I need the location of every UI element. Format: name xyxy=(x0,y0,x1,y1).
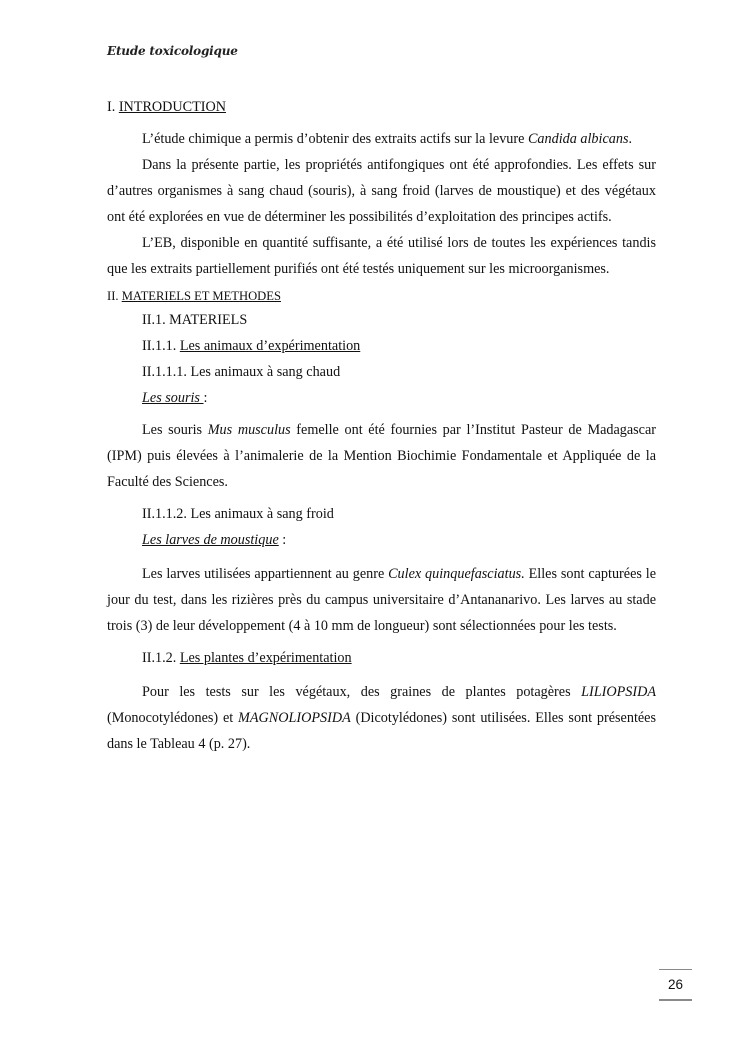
subheading-plantes: II.1.2. Les plantes d’expérimentation xyxy=(142,650,352,666)
page-body xyxy=(107,94,656,757)
paragraph-plantes: Pour les tests sur les végétaux, des graines de plantes potagères LILIOPSIDA (Monocotylédones) et MAGNOLIOPSIDA (Dicotylédones) sont utilisées. Elles sont présentées dans le Tableau 4 (p. 27). xyxy=(107,684,656,752)
section-heading-introduction: I. INTRODUCTION xyxy=(107,99,227,115)
paragraph-intro-2: Dans la présente partie, les propriétés antifongiques ont été approfondies. Les effets sur d’autres organismes à sang chaud (souris), à sang froid (larves de moustique) et des végétaux ont été explorées en vue de déterminer les possibilités d’exploitation des principes actifs. xyxy=(107,157,656,225)
section-title: MATERIELS ET METHODES xyxy=(121,289,281,303)
page-number: 26 xyxy=(659,969,692,1001)
paragraph-souris: Les souris Mus musculus femelle ont été fournies par l’Institut Pasteur de Madagascar (IPM) puis élevées à l’animalerie de la Mention Biochimie Fondamentale et Appliquée de la Faculté des Sciences. xyxy=(107,422,656,490)
paragraph-intro-1: L’étude chimique a permis d’obtenir des extraits actifs sur la levure Candida albicans. xyxy=(142,131,633,147)
subheading-animaux: II.1.1. Les animaux d’expérimentation xyxy=(142,338,361,354)
section-title: INTRODUCTION xyxy=(118,99,227,115)
species-name: Culex quinquefasciatus. xyxy=(388,566,525,582)
label-souris: Les souris : xyxy=(142,390,208,406)
plant-class-name: LILIOPSIDA xyxy=(581,684,656,700)
subheading-sang-froid: II.1.1.2. Les animaux à sang froid xyxy=(142,506,334,522)
plant-class-name: MAGNOLIOPSIDA xyxy=(238,710,351,726)
subheading-sang-chaud: II.1.1.1. Les animaux à sang chaud xyxy=(142,364,341,380)
running-header: Etude toxicologique xyxy=(107,44,238,58)
species-name: Candida albicans xyxy=(527,131,629,147)
label-larves: Les larves de moustique : xyxy=(142,532,287,548)
species-name: Mus musculus xyxy=(207,422,291,438)
paragraph-larves: Les larves utilisées appartiennent au genre Culex quinquefasciatus. Elles sont capturées le jour du test, dans les rizières près du campus universitaire d’Antananarivo. Les larves au stade trois (3) de leur développement (4 à 10 mm de longueur) sont sélectionnées pour les tests. xyxy=(107,566,656,634)
paragraph-intro-3: L’EB, disponible en quantité suffisante, a été utilisé lors de toutes les expériences tandis que les extraits partiellement purifiés ont été testés uniquement sur les microorganismes. xyxy=(107,235,656,277)
section-heading-materiels: II. MATERIELS ET METHODES xyxy=(107,289,281,303)
subheading-materiels: II.1. MATERIELS xyxy=(142,312,248,328)
